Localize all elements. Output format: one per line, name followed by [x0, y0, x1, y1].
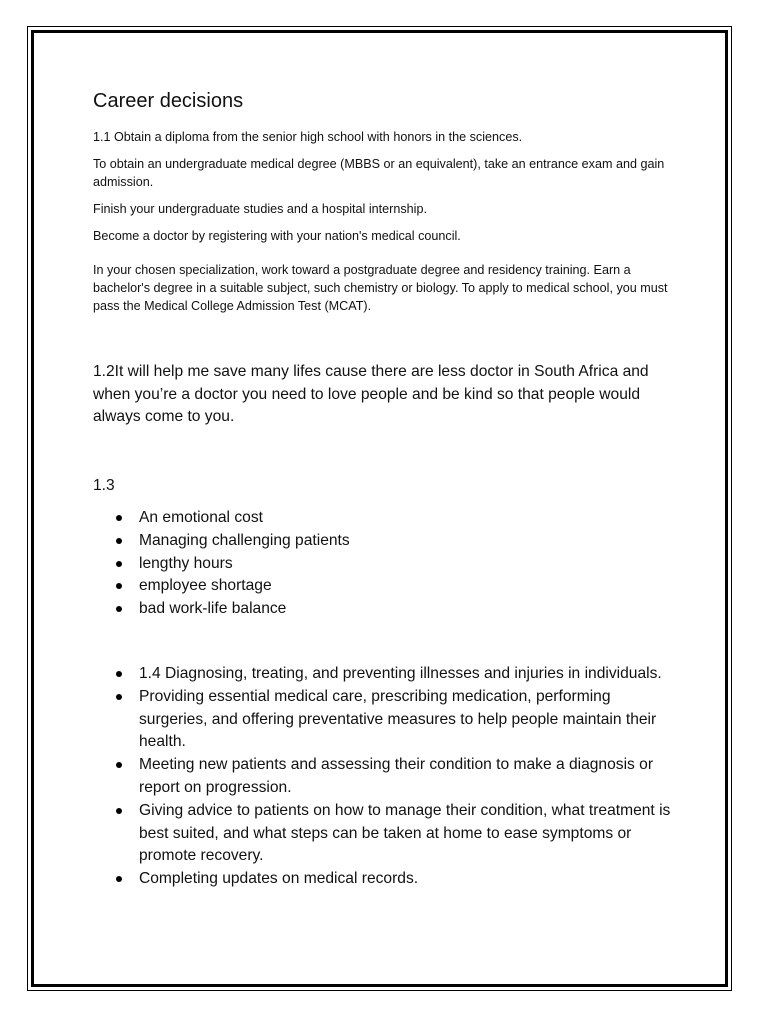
- list-item: [93, 800, 673, 868]
- paragraph-register: Become a doctor by registering with your nation's medical council.: [93, 229, 461, 243]
- list-item-text: Giving advice to patients on how to manage their condition, what treatment is best suited, and what steps can be taken at home to ease symptoms or promote recovery.: [139, 801, 671, 865]
- list-item: [93, 553, 673, 576]
- list-item-text: Managing challenging patients: [139, 531, 350, 549]
- bullet-icon: [116, 876, 122, 882]
- challenges-list: [93, 507, 673, 621]
- list-item-text: employee shortage: [139, 577, 272, 595]
- paragraph-internship: Finish your undergraduate studies and a hospital internship.: [93, 202, 427, 216]
- paragraph-1-1-diploma: 1.1 Obtain a diploma from the senior high school with honors in the sciences.: [93, 130, 523, 144]
- bullet-icon: [116, 538, 122, 544]
- list-item-text: lengthy hours: [139, 554, 233, 572]
- duties-list: [93, 663, 673, 891]
- paragraph-undergraduate-degree: To obtain an undergraduate medical degree (MBBS or an equivalent), take an entrance exam and gain admission.: [93, 157, 665, 189]
- section-1-2-text: 1.2It will help me save many lifes cause there are less doctor in South Africa and when you’re a doctor you need to love people and be kind so that people would always come to you.: [93, 363, 649, 425]
- list-item: [93, 575, 673, 598]
- list-item-text: 1.4 Diagnosing, treating, and preventing illnesses and injuries in individuals.: [139, 664, 662, 682]
- page-title: Career decisions: [93, 90, 244, 112]
- list-item-text: An emotional cost: [139, 509, 263, 526]
- list-item-text: bad work-life balance: [139, 600, 287, 618]
- bullet-icon: [116, 694, 122, 700]
- bullet-icon: [116, 671, 122, 677]
- list-item: [93, 530, 673, 553]
- list-item-text: Completing updates on medical records.: [139, 870, 419, 888]
- bullet-icon: [116, 606, 122, 612]
- list-item: [93, 686, 673, 754]
- section-1-3: [93, 475, 673, 621]
- list-item-text: Providing essential medical care, prescribing medication, performing surgeries, and offering preventative measures to help people maintain their health.: [139, 687, 657, 751]
- list-item-text: Meeting new patients and assessing their condition to make a diagnosis or report on progression.: [139, 756, 654, 796]
- bullet-icon: [116, 808, 122, 814]
- list-item: [93, 507, 673, 530]
- paragraph-specialization: In your chosen specialization, work toward a postgraduate degree and residency training. Earn a bachelor's degree in a suitable subject, such chemistry or biology. To apply to medical school, you must pass the Medical College Admission Test (MCAT).: [93, 263, 668, 313]
- bullet-icon: [116, 583, 122, 589]
- list-item: [93, 868, 673, 891]
- list-item: [93, 598, 673, 621]
- bullet-icon: [116, 762, 122, 768]
- section-1-3-heading: 1.3: [93, 476, 115, 494]
- list-item: [93, 663, 673, 686]
- list-item: [93, 754, 673, 800]
- document-body: [93, 88, 673, 891]
- section-1-1: [93, 128, 673, 315]
- bullet-icon: [116, 515, 122, 521]
- bullet-icon: [116, 561, 122, 567]
